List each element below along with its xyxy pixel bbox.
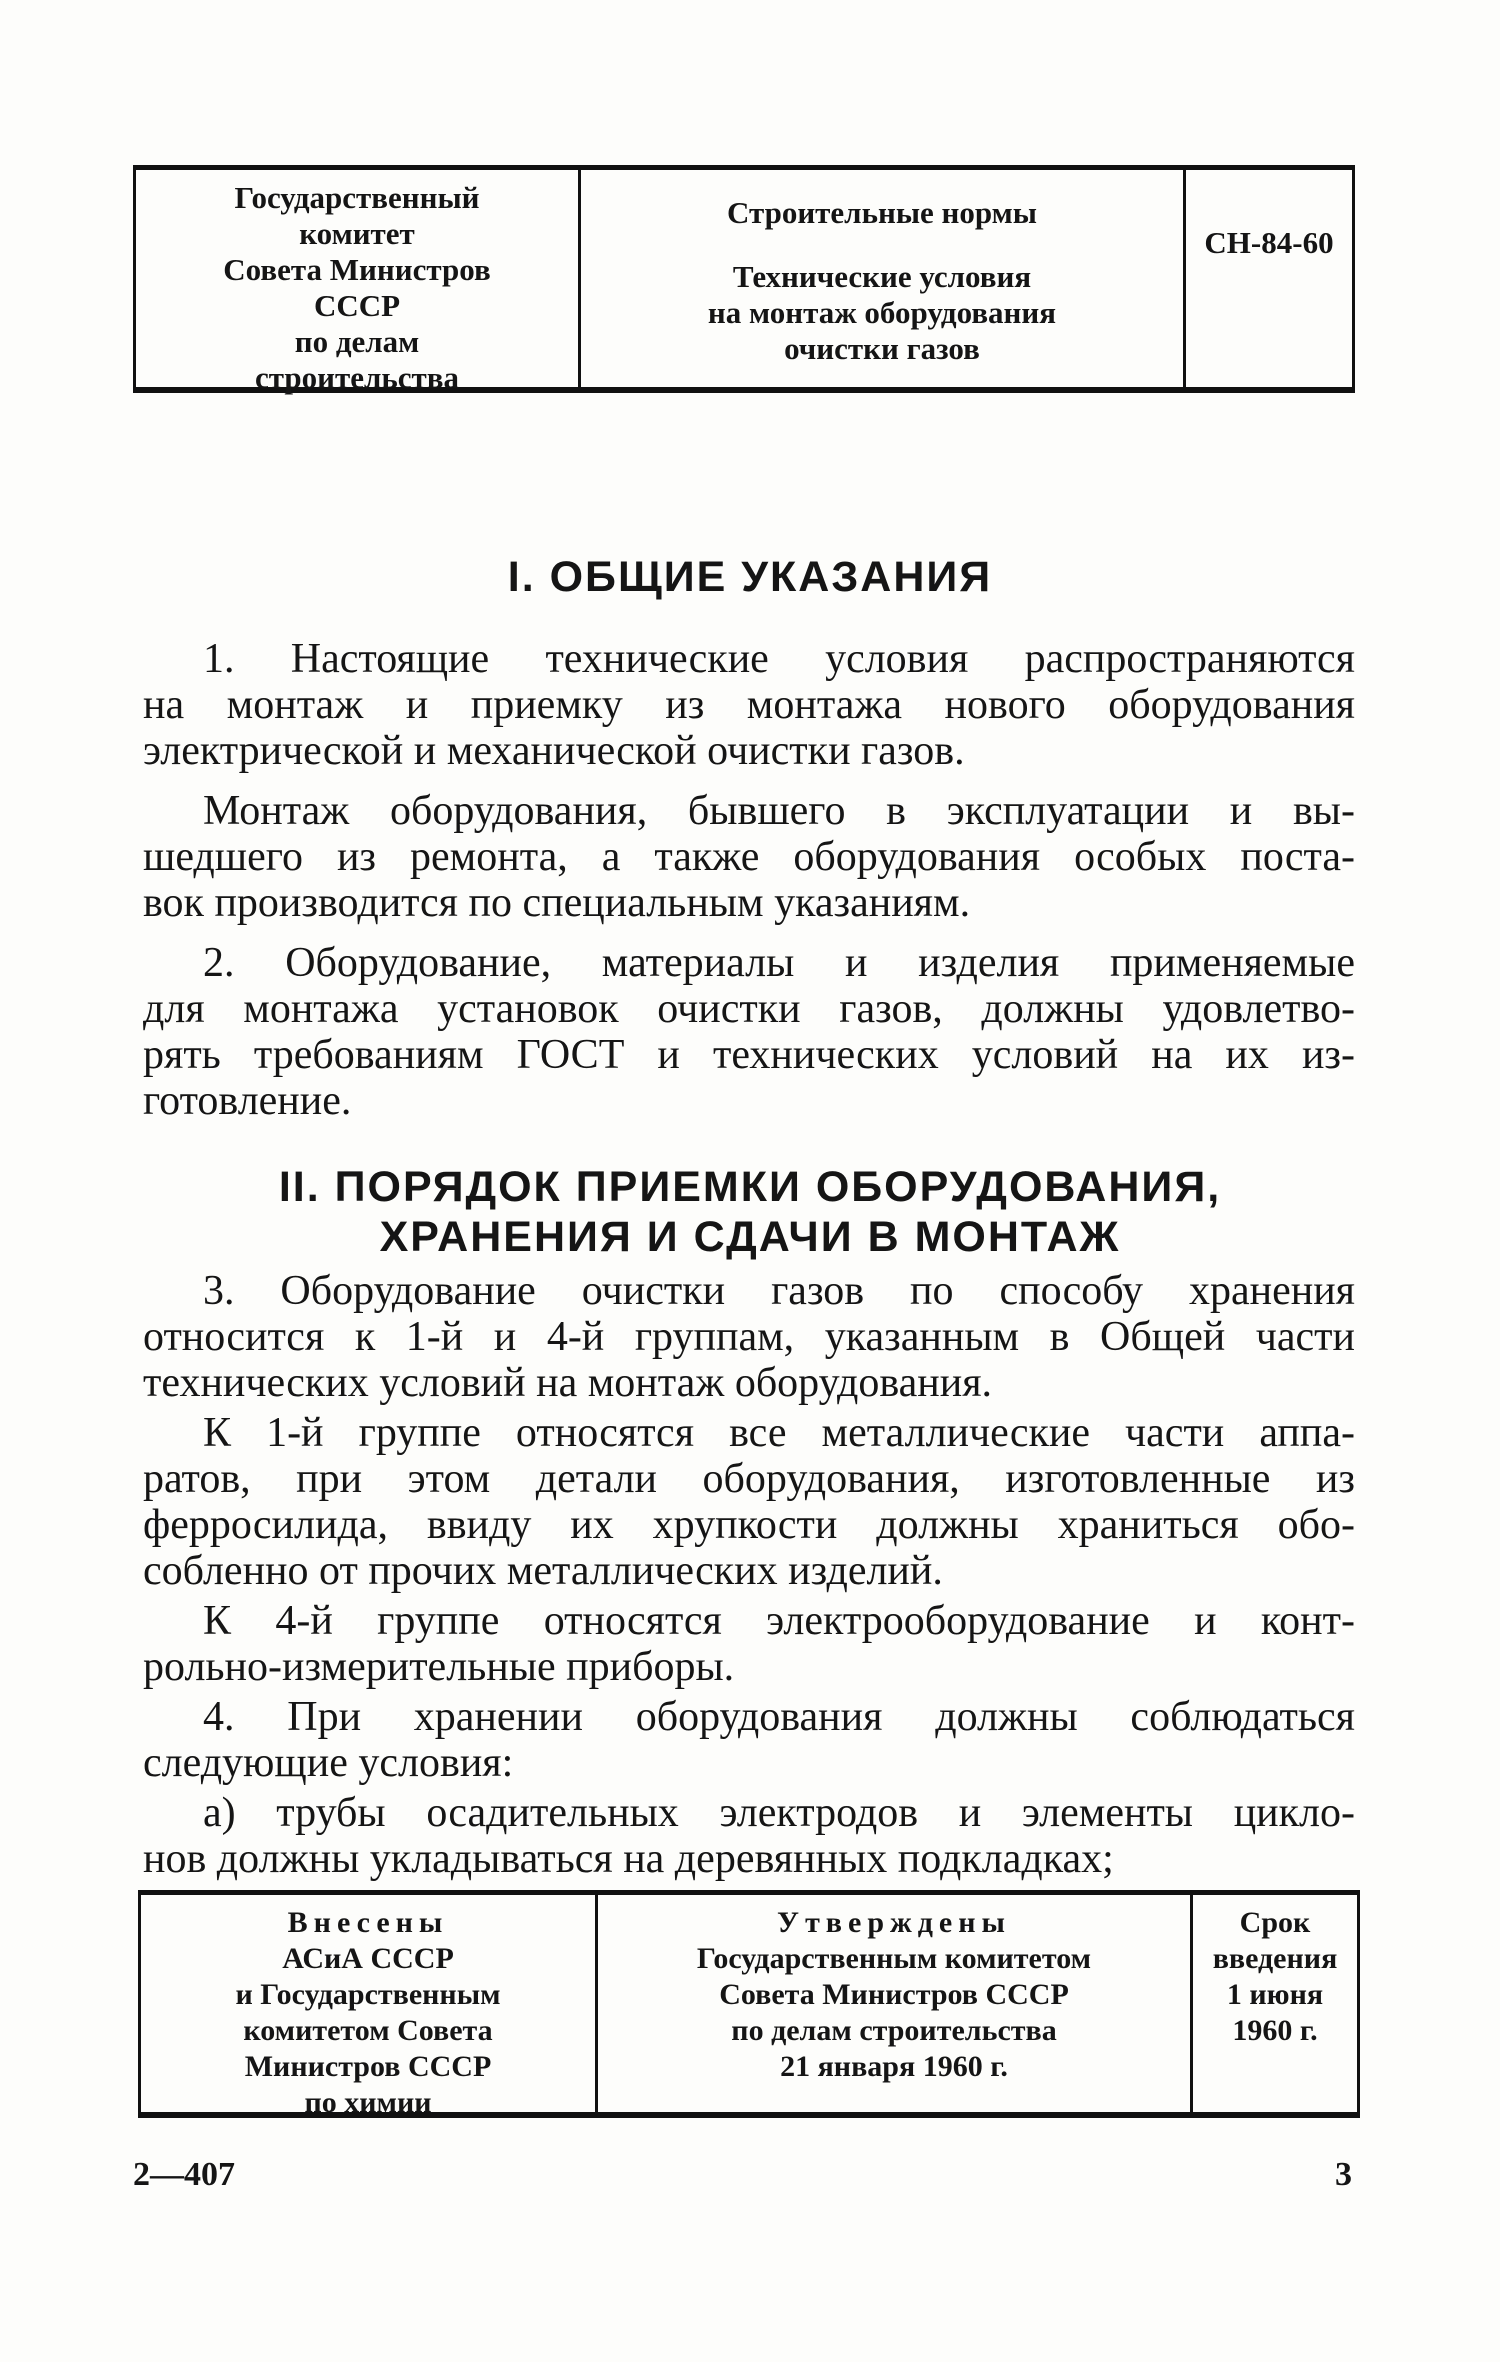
- section1-heading: I. ОБЩИЕ УКАЗАНИЯ: [507, 553, 993, 601]
- text-line: собленно от прочих металлических изделий.: [143, 1548, 943, 1594]
- subtitle-line: Технические условия: [732, 259, 1032, 294]
- approved-line: Государственным комитетом: [696, 1942, 1092, 1975]
- text-line: вок производится по специальным указаниям.: [143, 880, 971, 926]
- text-line: Монтаж оборудования, бывшего в эксплуатации и вы-: [203, 788, 1355, 834]
- issuer-line: Государственный: [234, 180, 480, 215]
- text-line: для монтажа установок очистки газов, должны удовлетво-: [143, 986, 1355, 1032]
- introduced-line: комитетом Совета: [243, 2014, 493, 2047]
- text-line: шедшего из ремонта, а также оборудования особых поста-: [143, 834, 1355, 880]
- title-cell: [581, 170, 1186, 387]
- text-line: К 1-й группе относятся все металлические части аппа-: [203, 1410, 1355, 1456]
- text-line: на монтаж и приемку из монтажа нового оборудования: [143, 682, 1355, 728]
- approved-label: Утверждены: [777, 1906, 1011, 1939]
- term-line: Срок: [1239, 1906, 1311, 1939]
- term-line: введения: [1212, 1942, 1338, 1975]
- issuer-cell: [133, 170, 581, 395]
- text-line: нов должны укладываться на деревянных подкладках;: [143, 1836, 1114, 1882]
- header-table: [133, 165, 1355, 393]
- issuer-line: Совета Министров: [223, 252, 491, 287]
- introduced-line: Министров СССР: [244, 2050, 492, 2083]
- issuer-line: по делам: [294, 324, 420, 359]
- section2-body: [143, 1268, 1355, 1882]
- text-line: готовление.: [143, 1078, 352, 1124]
- introduced-cell: [138, 1895, 598, 2119]
- text-line: рольно-измерительные приборы.: [143, 1644, 735, 1690]
- section1-body: [143, 636, 1355, 1124]
- print-code: 2—407: [133, 2156, 235, 2193]
- text-line: электрической и механической очистки газов.: [143, 728, 965, 774]
- issuer-line: СССР: [313, 288, 401, 323]
- document-subtitle: [581, 259, 1183, 367]
- term-line: 1 июня: [1226, 1978, 1324, 2011]
- text-line: следующие условия:: [143, 1740, 514, 1786]
- text-line: 3. Оборудование очистки газов по способу хранения: [203, 1268, 1355, 1314]
- text-line: рять требованиям ГОСТ и технических условий на их из-: [143, 1032, 1355, 1078]
- subtitle-line: очистки газов: [784, 331, 980, 366]
- term-cell: [1193, 1895, 1360, 2112]
- text-line: 1. Настоящие технические условия распространяются: [203, 636, 1355, 682]
- footer-table: [138, 1890, 1360, 2118]
- heading-line: ХРАНЕНИЯ И СДАЧИ В МОНТАЖ: [379, 1213, 1121, 1261]
- heading-line: II. ПОРЯДОК ПРИЕМКИ ОБОРУДОВАНИЯ,: [278, 1163, 1222, 1211]
- section2-heading: [0, 1162, 1500, 1262]
- text-line: ферросилида, ввиду их хрупкости должны храниться обо-: [143, 1502, 1355, 1548]
- approved-line: 21 января 1960 г.: [780, 2050, 1008, 2083]
- text-line: а) трубы осадительных электродов и элементы цикло-: [203, 1790, 1355, 1836]
- code-cell: [1186, 170, 1355, 387]
- text-line: 4. При хранении оборудования должны соблюдаться: [203, 1694, 1355, 1740]
- introduced-line: АСиА СССР: [282, 1942, 454, 1975]
- introduced-line: и Государственным: [235, 1978, 501, 2011]
- approved-line: по делам строительства: [731, 2014, 1057, 2047]
- document-type: Строительные нормы: [727, 195, 1037, 230]
- text-line: К 4-й группе относятся электрооборудование и конт-: [203, 1598, 1355, 1644]
- issuer-line: комитет: [299, 216, 415, 251]
- text-line: ратов, при этом детали оборудования, изготовленные из: [143, 1456, 1355, 1502]
- page-number: 3: [1335, 2156, 1352, 2193]
- issuer-line: строительства: [255, 360, 459, 395]
- approved-line: Совета Министров СССР: [719, 1978, 1069, 2011]
- term-line: 1960 г.: [1232, 2014, 1318, 2047]
- introduced-line: по химии: [304, 2086, 432, 2119]
- document-code: СН-84-60: [1204, 225, 1334, 260]
- introduced-label: Внесены: [287, 1906, 449, 1939]
- text-line: технических условий на монтаж оборудования.: [143, 1360, 993, 1406]
- approved-cell: [598, 1895, 1193, 2112]
- text-line: 2. Оборудование, материалы и изделия применяемые: [203, 940, 1355, 986]
- text-line: относится к 1-й и 4-й группам, указанным в Общей части: [143, 1314, 1355, 1360]
- subtitle-line: на монтаж оборудования: [707, 295, 1057, 330]
